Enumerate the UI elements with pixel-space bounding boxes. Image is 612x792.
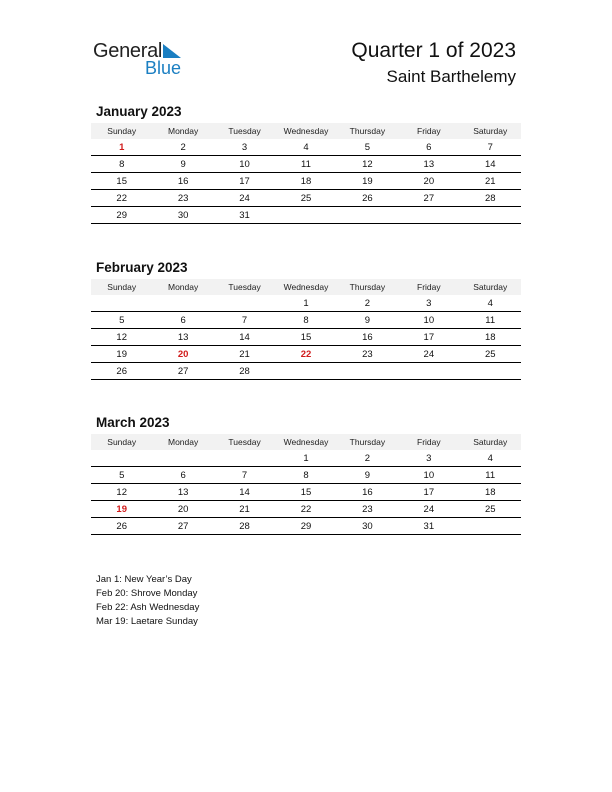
week-row [91, 450, 521, 467]
day-cell: 6 [180, 469, 186, 481]
day-cell: 17 [423, 331, 435, 343]
day-cell: 21 [484, 175, 496, 187]
holiday-entry: Feb 20: Shrove Monday [96, 588, 198, 599]
day-cell: 28 [484, 192, 496, 204]
day-cell: 30 [362, 520, 373, 532]
week-row [91, 173, 521, 190]
day-cell: 19 [116, 348, 127, 360]
weekday-header [91, 123, 521, 139]
day-cell: 6 [426, 141, 432, 153]
day-cell: 11 [485, 314, 496, 326]
day-cell: 5 [364, 141, 371, 153]
day-cell: 26 [362, 192, 373, 204]
month-calendar [91, 104, 521, 224]
week-row [91, 312, 521, 329]
day-cell: 7 [487, 141, 493, 153]
day-cell: 28 [239, 520, 250, 532]
day-cell: 18 [300, 175, 312, 187]
weekday-label: Monday [168, 126, 199, 136]
day-cell: 8 [119, 158, 125, 170]
week-row [91, 346, 521, 363]
day-cell: 4 [303, 141, 309, 153]
weekday-label: Friday [417, 282, 441, 292]
month-title: March 2023 [96, 415, 170, 430]
weekday-label: Saturday [473, 126, 508, 136]
day-cell: 31 [239, 209, 250, 221]
holiday-day-cell: 1 [119, 141, 125, 153]
day-cell: 12 [116, 486, 127, 498]
weekday-header [91, 279, 521, 295]
weekday-label: Friday [417, 437, 441, 447]
day-cell: 16 [177, 175, 189, 187]
day-cell: 13 [423, 158, 435, 170]
day-cell: 15 [300, 331, 312, 343]
day-cell: 16 [362, 486, 373, 498]
day-cell: 27 [177, 365, 189, 377]
holiday-entry: Feb 22: Ash Wednesday [96, 602, 200, 613]
week-row [91, 467, 521, 484]
day-cell: 8 [303, 469, 309, 481]
day-cell: 4 [487, 297, 493, 309]
day-cell: 20 [423, 175, 435, 187]
day-cell: 2 [364, 452, 371, 464]
logo [93, 40, 193, 80]
day-cell: 9 [180, 158, 186, 170]
day-cell: 3 [241, 141, 248, 153]
day-cell: 23 [362, 503, 373, 515]
weekday-label: Monday [168, 282, 199, 292]
day-cell: 29 [116, 209, 127, 221]
week-row [91, 484, 521, 501]
weekday-label: Wednesday [283, 126, 329, 136]
day-cell: 21 [239, 503, 250, 515]
day-cell: 11 [301, 158, 311, 170]
weekday-label: Thursday [349, 437, 386, 447]
weekday-label: Monday [168, 437, 199, 447]
day-cell: 18 [484, 486, 496, 498]
holiday-entry: Mar 19: Laetare Sunday [96, 616, 198, 627]
holiday-day-cell: 19 [116, 503, 127, 515]
weekday-label: Thursday [349, 282, 386, 292]
logo-triangle-icon [163, 44, 181, 58]
weekday-label: Friday [417, 126, 441, 136]
week-row [91, 207, 521, 224]
day-cell: 5 [119, 314, 125, 326]
logo-text-blue: Blue [145, 58, 182, 78]
day-cell: 5 [119, 469, 125, 481]
day-cell: 8 [303, 314, 309, 326]
weekday-label: Saturday [473, 437, 508, 447]
day-cell: 15 [116, 175, 127, 187]
weekday-label: Wednesday [283, 437, 329, 447]
day-cell: 14 [239, 486, 250, 498]
week-row [91, 139, 521, 156]
day-cell: 22 [300, 503, 312, 515]
week-row [91, 363, 521, 380]
day-cell: 2 [364, 297, 371, 309]
day-cell: 1 [303, 297, 309, 309]
day-cell: 19 [362, 175, 373, 187]
day-cell: 24 [423, 348, 435, 360]
month-calendar [91, 260, 521, 380]
day-cell: 7 [241, 469, 248, 481]
day-cell: 18 [484, 331, 496, 343]
day-cell: 25 [300, 192, 312, 204]
day-cell: 12 [362, 158, 373, 170]
weekday-label: Tuesday [228, 282, 261, 292]
day-cell: 23 [362, 348, 373, 360]
week-row [91, 518, 521, 535]
day-cell: 15 [300, 486, 312, 498]
day-cell: 1 [303, 452, 309, 464]
day-cell: 10 [239, 158, 250, 170]
weekday-label: Sunday [107, 282, 137, 292]
weekday-label: Tuesday [228, 437, 261, 447]
day-cell: 12 [116, 331, 127, 343]
page-title: Quarter 1 of 2023 [351, 39, 516, 62]
day-cell: 31 [423, 520, 435, 532]
page-subtitle: Saint Barthelemy [386, 67, 516, 86]
week-row [91, 295, 521, 312]
day-cell: 4 [487, 452, 493, 464]
day-cell: 27 [177, 520, 189, 532]
day-cell: 6 [180, 314, 186, 326]
weekday-label: Sunday [107, 126, 137, 136]
day-cell: 14 [484, 158, 496, 170]
day-cell: 10 [423, 314, 435, 326]
weekday-label: Thursday [349, 126, 386, 136]
day-cell: 3 [426, 452, 432, 464]
holiday-list [96, 573, 199, 629]
day-cell: 25 [484, 503, 496, 515]
day-cell: 27 [423, 192, 435, 204]
day-cell: 24 [423, 503, 435, 515]
day-cell: 21 [239, 348, 250, 360]
logo-text-general: General [93, 40, 163, 62]
day-cell: 17 [423, 486, 435, 498]
holiday-entry: Jan 1: New Year’s Day [96, 574, 192, 585]
week-row [91, 156, 521, 173]
day-cell: 22 [116, 192, 127, 204]
weekday-label: Wednesday [283, 282, 329, 292]
day-cell: 3 [426, 297, 432, 309]
weekday-label: Saturday [473, 282, 508, 292]
day-cell: 13 [177, 331, 189, 343]
month-title: February 2023 [96, 260, 188, 275]
day-cell: 11 [485, 469, 496, 481]
day-cell: 28 [239, 365, 250, 377]
day-cell: 17 [239, 175, 250, 187]
day-cell: 9 [364, 314, 371, 326]
day-cell: 2 [180, 141, 186, 153]
holiday-day-cell: 20 [177, 348, 189, 360]
day-cell: 25 [484, 348, 496, 360]
weekday-label: Tuesday [228, 126, 261, 136]
day-cell: 30 [177, 209, 189, 221]
holiday-day-cell: 22 [300, 348, 312, 360]
day-cell: 23 [177, 192, 189, 204]
day-cell: 14 [239, 331, 250, 343]
week-row [91, 190, 521, 207]
day-cell: 26 [116, 365, 127, 377]
day-cell: 7 [241, 314, 248, 326]
day-cell: 29 [300, 520, 312, 532]
day-cell: 10 [423, 469, 435, 481]
day-cell: 26 [116, 520, 127, 532]
week-row [91, 501, 521, 518]
day-cell: 16 [362, 331, 373, 343]
day-cell: 9 [364, 469, 371, 481]
day-cell: 20 [177, 503, 189, 515]
weekday-header [91, 434, 521, 450]
weekday-label: Sunday [107, 437, 137, 447]
month-calendar [91, 415, 521, 535]
day-cell: 24 [239, 192, 250, 204]
week-row [91, 329, 521, 346]
day-cell: 13 [177, 486, 189, 498]
month-title: January 2023 [96, 104, 182, 119]
